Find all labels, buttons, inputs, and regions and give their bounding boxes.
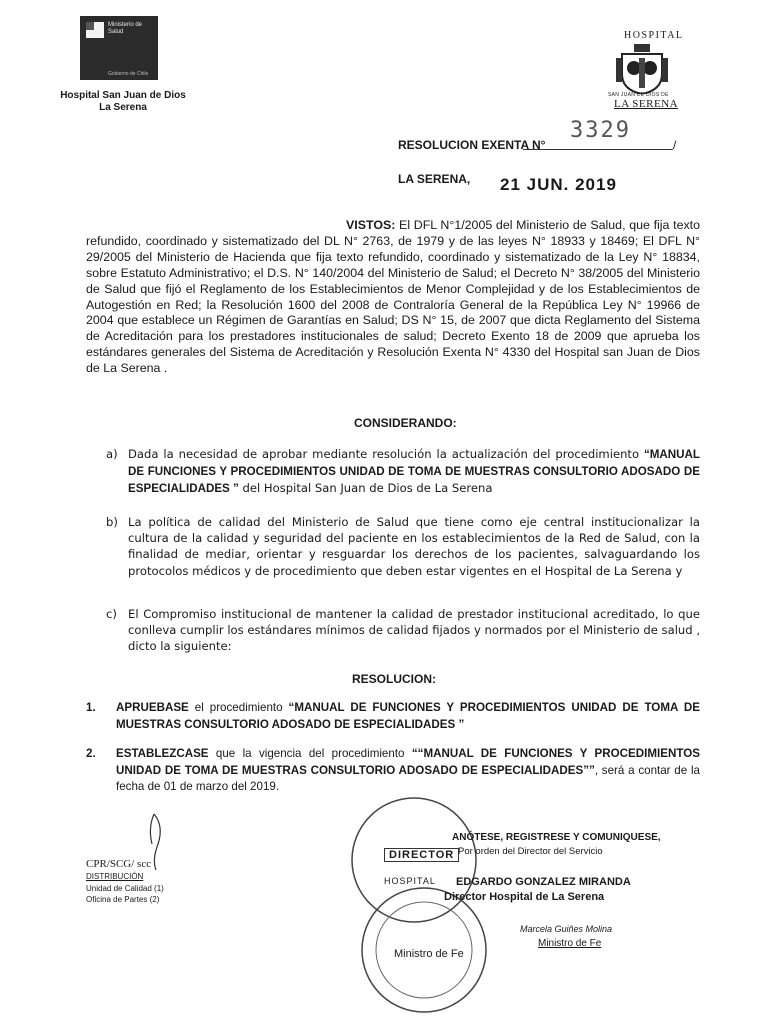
- emblem-city: LA SERENA: [614, 98, 679, 110]
- distribution-line-1: Unidad de Calidad (1): [86, 884, 164, 893]
- director-title: Director Hospital de La Serena: [444, 891, 605, 903]
- hospital-stamp-text: HOSPITAL: [384, 876, 436, 886]
- distribution-line-2: Oficina de Partes (2): [86, 895, 160, 904]
- resolution-label: RESOLUCION EXENTA N°: [398, 138, 546, 152]
- hospital-name-line2: La Serena: [99, 102, 147, 113]
- director-name: EDGARDO GONZALEZ MIRANDA: [456, 876, 631, 888]
- hospital-crest-icon: [614, 44, 670, 94]
- emblem-caption: SAN JUAN DE DIOS DE: [608, 92, 669, 98]
- item-a-text: [128, 446, 700, 498]
- resolution-number-line: [523, 149, 673, 150]
- item-2-text: [116, 746, 700, 796]
- item-c-tag: c): [106, 607, 117, 621]
- resolucion-item-1: [86, 700, 700, 733]
- considerando-heading: CONSIDERANDO:: [354, 416, 457, 430]
- item-a-pre: Dada la necesidad de aprobar mediante resolución la actualización del procedimiento: [128, 447, 644, 461]
- item-a-bold: “MANUAL DE FUNCIONES Y PROCEDIMIENTOS UNIDAD DE TOMA DE MUESTRAS CONSULTORIO ADOSADO DE ESPECIALIDADES ”: [128, 448, 700, 496]
- chile-flag-icon: [86, 22, 104, 38]
- hospital-name: [58, 90, 188, 114]
- considerando-item-b: [106, 514, 700, 579]
- emblem-word: HOSPITAL: [624, 30, 684, 41]
- considerando-item-c: [106, 606, 700, 655]
- item-1-verb: APRUEBASE: [116, 701, 189, 714]
- vistos-text: El DFL N°1/2005 del Ministerio de Salud, que fija texto refundido, coordinado y sistematizado del DL N° 2763, de 1979 y de las leyes N° 18933 y 18469; El DFL N° 29/2005 del Ministerio de Hacienda que fija texto refundido, coordinado y sistematizado de la Ley N° 18834, sobre Estatuto Administrativo; el D.S. N° 140/2004 del Ministerio de Salud; el Decreto N° 38/2005 del Ministerio de Salud que fijó el Reglamento de los Establecimientos de Menor Complejidad y de los Establecimientos de Autogestión en Red; la Resolución 1600 del 2008 de Contraloría General de la República Ley N° 19966 de 2004 que establece un Régimen de Garantías en Salud; DS N° 15, de 2007 que dicta Reglamento del Sistema de Acreditación para los prestadores institucionales de salud; Decreto Exento 18 de 2009 que aprueba los estándares generales del Sistema de Acreditación y Resolución Exenta N° 4330 del Hospital san Juan de Dios de La Serena .: [86, 218, 700, 376]
- date-stamp: 21 JUN. 2019: [500, 175, 617, 194]
- resolution-slash: /: [673, 138, 677, 152]
- item-1-pre: el procedimiento: [188, 701, 289, 714]
- director-stamp: DIRECTOR: [384, 848, 459, 862]
- item-a-post: del Hospital San Juan de Dios de La Serena: [238, 481, 493, 496]
- considerando-item-a: [106, 446, 700, 498]
- resolution-number: 3329: [570, 118, 631, 143]
- item-1-number: 1.: [86, 701, 96, 714]
- ministry-logo: [80, 16, 158, 80]
- item-2-verb: ESTABLEZCASE: [116, 747, 209, 760]
- ministro-name: Marcela Guiñes Molina: [520, 924, 613, 934]
- resolucion-heading: RESOLUCION:: [352, 672, 436, 686]
- item-1-text: [116, 700, 700, 733]
- item-2-pre: que la vigencia del procedimiento: [208, 747, 412, 760]
- hospital-name-line1: Hospital San Juan de Dios: [60, 90, 186, 101]
- vistos-label: VISTOS:: [346, 218, 396, 232]
- distribucion-label: DISTRIBUCIÓN: [86, 872, 144, 881]
- item-2-number: 2.: [86, 747, 96, 760]
- item-a-tag: a): [106, 447, 118, 461]
- ministry-logo-sub: Gobierno de Chile: [108, 71, 149, 77]
- item-c-text: El Compromiso institucional de mantener la calidad de prestador institucional acreditado, lo que conlleva cumplir los estándares mínimos de calidad fijados y normados por el Ministerio de salud , dicto la siguiente:: [128, 607, 700, 654]
- item-b-tag: b): [106, 515, 118, 529]
- anotese-text: ANÓTESE, REGISTRESE Y COMUNIQUESE,: [452, 832, 661, 843]
- vistos-paragraph: [86, 218, 700, 377]
- ministry-seal-icon: [344, 790, 514, 1020]
- item-1-bold: “MANUAL DE FUNCIONES Y PROCEDIMIENTOS UNIDAD DE TOMA DE MUESTRAS CONSULTORIO ADOSADO DE ESPECIALIDADES ”: [116, 701, 701, 731]
- resolucion-item-2: [86, 746, 700, 796]
- city-label: LA SERENA,: [398, 172, 471, 186]
- por-orden-text: Por orden del Director del Servicio: [458, 846, 603, 857]
- ministro-title: Ministro de Fe: [538, 938, 602, 949]
- cpr-reference: CPR/SCG/ scc: [86, 858, 152, 870]
- item-2-post: , será a contar de la fecha de 01 de marzo del 2019.: [116, 763, 700, 793]
- ministry-logo-label: Ministerio de Salud: [108, 22, 143, 35]
- seal-ministro-text: Ministro de Fe: [394, 948, 464, 960]
- item-2-bold: ““MANUAL DE FUNCIONES Y PROCEDIMIENTOS UNIDAD DE TOMA DE MUESTRAS CONSULTORIO ADOSADO DE ESPECIALIDADES””: [116, 747, 700, 777]
- item-b-text: La política de calidad del Ministerio de Salud que tiene como eje central institucionalizar la cultura de la calidad y seguridad del paciente en los establecimientos de la Red de Salud, con la finalidad de mediar, orientar y resguardar los derechos de los pacientes, salvaguardando los protocolos médicos y de procedimiento que deben estar vigentes en el Hospital de La Serena y: [128, 515, 700, 578]
